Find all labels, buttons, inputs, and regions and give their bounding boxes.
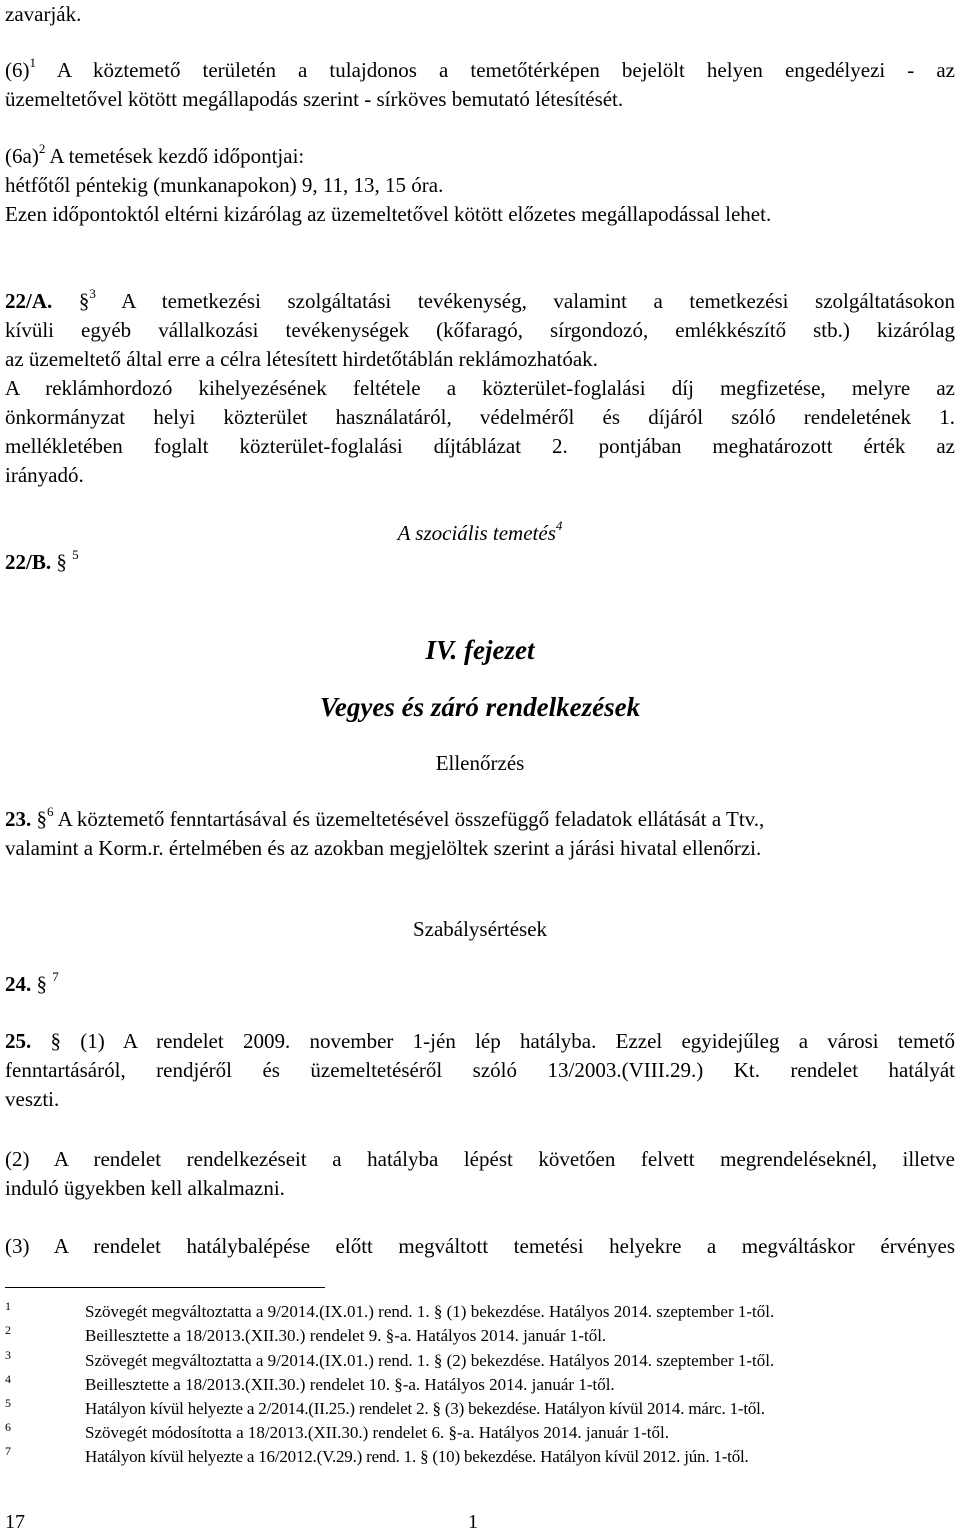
section-number: 24. — [5, 972, 32, 996]
section-sign: § — [56, 550, 67, 574]
footnote-ref[interactable]: 3 — [89, 286, 96, 301]
footnote-text: Beillesztette a 18/2013.(XII.30.) rendelet 9. §-a. Hatályos 2014. január 1-től. — [85, 1326, 607, 1345]
text: mellékletében foglalt közterület-foglalási díjtáblázat 2. pontjában meghatározott érték az — [5, 434, 955, 458]
text: A temetések kezdő időpontjai: — [49, 144, 305, 168]
paragraph-6-line-1 — [5, 56, 955, 85]
section-22a-line-4 — [5, 374, 955, 403]
text: A temetkezési szolgáltatási tevékenység, valamint a temetkezési szolgáltatásokon — [121, 289, 955, 313]
footnote-text: Beillesztette a 18/2013.(XII.30.) rendelet 10. §-a. Hatályos 2014. január 1-től. — [85, 1375, 615, 1394]
footnote-ref[interactable]: 5 — [72, 547, 79, 562]
text: (1) A rendelet 2009. november 1-jén lép hatályba. Ezzel egyidejűleg a városi temető — [80, 1029, 955, 1053]
text: veszti. — [5, 1087, 60, 1111]
page-number-center: 1 — [468, 1511, 478, 1533]
paragraph-6a-line-3 — [5, 200, 955, 229]
section-number: 22/B. — [5, 550, 52, 574]
heading-control: Ellenőrzés — [435, 751, 525, 775]
paragraph-6a-line-1 — [5, 142, 955, 171]
page-number-left: 17 — [5, 1511, 25, 1533]
section-22a-line-6 — [5, 432, 955, 461]
text: A köztemető területén a tulajdonos a temetőtérképen bejelölt helyen engedélyezi - az — [56, 58, 956, 82]
text: üzemeltetővel kötött megállapodás szerint - sírköves bemutató létesítését. — [5, 87, 624, 111]
text: (3) A rendelet hatálybalépése előtt megváltott temetési helyekre a megváltáskor érvényes — [5, 1234, 955, 1258]
text: Ezen időpontoktól eltérni kizárólag az üzemeltetővel kötött előzetes megállapodással lehet. — [5, 202, 772, 226]
section-22b — [5, 548, 955, 577]
section-25-para-2-line-1 — [5, 1145, 955, 1174]
text: fenntartásáról, rendjéről és üzemeltetéséről szóló 13/2003.(VIII.29.) Kt. rendelet hatályát — [5, 1058, 955, 1082]
paragraph-continuation — [5, 0, 955, 29]
footnote-text: Szövegét megváltoztatta a 9/2014.(IX.01.) rend. 1. § (2) bekezdése. Hatályos 2014. szeptember 1-től. — [85, 1351, 775, 1370]
section-22a-line-2 — [5, 316, 955, 345]
paragraph-label: (6a) — [5, 144, 39, 168]
footnote-text: Szövegét módosította a 18/2013.(XII.30.) rendelet 6. §-a. Hatályos 2014. január 1-től. — [85, 1423, 669, 1442]
footnote-number: 6 — [5, 1420, 11, 1434]
footnote-number: 7 — [5, 1444, 11, 1458]
text: önkormányzat helyi közterület használatáról, védelméről és díjáról szóló rendeletének 1. — [5, 405, 955, 429]
footnote-ref[interactable]: 2 — [38, 141, 46, 156]
section-22a-line-1 — [5, 287, 955, 316]
footnote-ref[interactable]: 1 — [29, 55, 36, 70]
text: zavarják. — [5, 2, 82, 26]
chapter-number: IV. fejezet — [425, 635, 535, 665]
section-22a-line-5 — [5, 403, 955, 432]
footnote-text: Szövegét megváltoztatta a 9/2014.(IX.01.) rend. 1. § (1) bekezdése. Hatályos 2014. szeptember 1-től. — [85, 1302, 775, 1321]
section-23-line-2 — [5, 834, 955, 863]
footnote-number: 4 — [5, 1372, 11, 1386]
section-23-line-1 — [5, 805, 955, 834]
chapter-title: Vegyes és záró rendelkezések — [319, 692, 641, 722]
section-25-para-3-line-1 — [5, 1232, 955, 1261]
section-number: 22/A. — [5, 289, 53, 313]
paragraph-6a-line-2 — [5, 171, 955, 200]
footnote-ref[interactable]: 6 — [47, 804, 54, 819]
heading-text: A szociális temetés — [397, 521, 556, 545]
section-25-line-1 — [5, 1027, 955, 1056]
text: induló ügyekben kell alkalmazni. — [5, 1176, 285, 1200]
text: valamint a Korm.r. értelmében és az azokban megjelöltek szerint a járási hivatal ellenőrzi. — [5, 836, 762, 860]
text: A köztemető fenntartásával és üzemeltetésével összefüggő feladatok ellátását a Ttv., — [57, 807, 765, 831]
section-sign: § — [78, 289, 90, 313]
footnote-number: 5 — [5, 1396, 11, 1410]
footnote-text: Hatályon kívül helyezte a 2/2014.(II.25.) rendelet 2. § (3) bekezdése. Hatályon kívül 2014. márc. 1-től. — [85, 1399, 765, 1418]
section-22a-line-7 — [5, 461, 955, 490]
paragraph-label: (6) — [5, 58, 30, 82]
section-24 — [5, 970, 955, 999]
section-sign: § — [36, 807, 47, 831]
section-25-line-3 — [5, 1085, 955, 1114]
section-25-para-2-line-2 — [5, 1174, 955, 1203]
heading-social-funeral — [0, 519, 960, 548]
section-25-line-2 — [5, 1056, 955, 1085]
heading-violations: Szabálysértések — [412, 917, 548, 941]
text: irányadó. — [5, 463, 84, 487]
section-sign: § — [36, 972, 47, 996]
paragraph-6-line-2 — [5, 85, 955, 114]
section-number: 25. — [5, 1029, 32, 1053]
section-22a-line-3 — [5, 345, 955, 374]
text: az üzemeltető által erre a célra létesített hirdetőtáblán reklámozhatóak. — [5, 347, 598, 371]
footnote-number: 1 — [5, 1299, 11, 1313]
footnote-ref[interactable]: 7 — [52, 969, 59, 984]
section-number: 23. — [5, 807, 32, 831]
text: kívüli egyéb vállalkozási tevékenységek (kőfaragó, sírgondozó, emlékkészítő stb.) kizárólag — [5, 318, 955, 342]
text: hétfőtől péntekig (munkanapokon) 9, 11, 13, 15 óra. — [5, 173, 444, 197]
footnote-text: Hatályon kívül helyezte a 16/2012.(V.29.) rend. 1. § (10) bekezdése. Hatályon kívül 2012. jún. 1-től. — [85, 1447, 749, 1466]
section-sign: § — [50, 1029, 61, 1053]
footnote-ref[interactable]: 4 — [555, 518, 563, 533]
text: (2) A rendelet rendelkezéseit a hatályba lépést követően felvett megrendeléseknél, illetve — [5, 1147, 955, 1171]
footnote-number: 2 — [5, 1323, 11, 1337]
footnote-separator — [5, 1287, 325, 1288]
text: A reklámhordozó kihelyezésének feltétele a közterület-foglalási díj megfizetése, melyre az — [5, 376, 955, 400]
footnote-number: 3 — [5, 1348, 11, 1362]
